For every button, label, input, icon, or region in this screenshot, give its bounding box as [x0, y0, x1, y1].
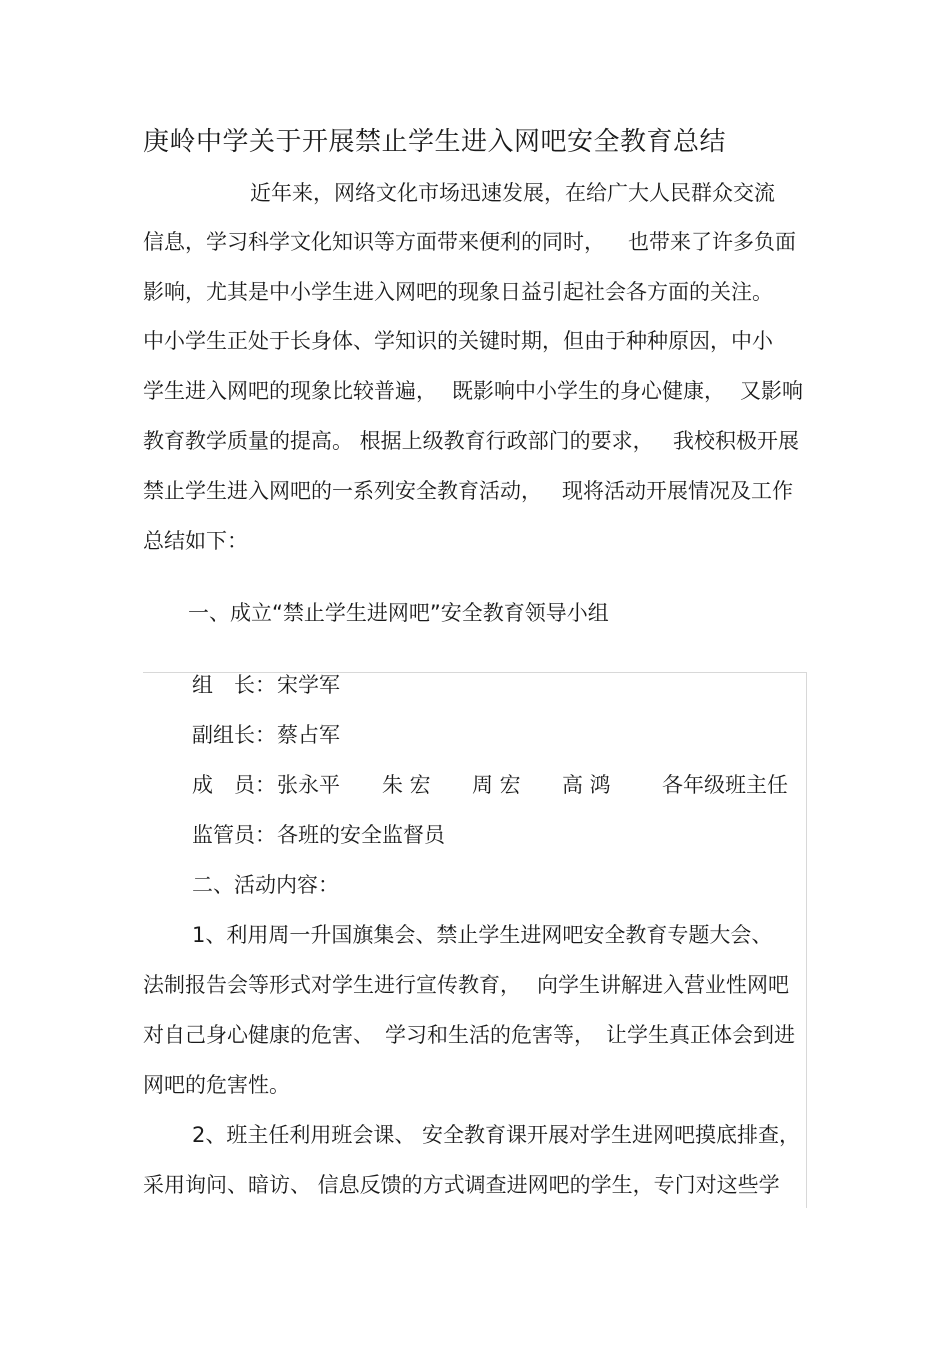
member-3: 周 宏: [472, 773, 521, 797]
section1-heading: 一、成立“禁止学生进网吧”安全教育领导小组: [188, 601, 609, 625]
members-label: 成 员：: [192, 773, 276, 797]
activity1-line-4: 网吧的危害性。: [143, 1073, 290, 1097]
activity1-line-3b: 学习和生活的危害等，: [385, 1023, 595, 1047]
member-1: 张永平: [277, 773, 340, 797]
activity1-line-3c: 让学生真正体会到进: [606, 1023, 795, 1047]
leader-name: 宋学军: [277, 673, 340, 697]
intro-line-5b: 既影响中小学生的身心健康，: [452, 379, 725, 403]
supervisor-label: 监管员：: [192, 823, 276, 847]
intro-line-5c: 又影响: [740, 379, 803, 403]
activity2-line-2: 采用询问、暗访、 信息反馈的方式调查进网吧的学生，专门对这些学: [143, 1173, 780, 1197]
intro-line-4: 中小学生正处于长身体、学知识的关键时期，但由于种种原因，中小: [143, 329, 773, 353]
intro-line-7a: 禁止学生进入网吧的一系列安全教育活动，: [143, 479, 542, 503]
activity1-line-3a: 对自己身心健康的危害、: [143, 1023, 374, 1047]
activity1-line-1: 1、利用周一升国旗集会、禁止学生进网吧安全教育专题大会、: [192, 923, 773, 947]
member-5: 各年级班主任: [662, 773, 788, 797]
intro-line-7b: 现将活动开展情况及工作: [562, 479, 793, 503]
member-2: 朱 宏: [382, 773, 431, 797]
supervisor-name: 各班的安全监督员: [277, 823, 445, 847]
deputy-name: 蔡占军: [277, 723, 340, 747]
member-4: 高 鸿: [562, 773, 611, 797]
activity2-line-1: 2、班主任利用班会课、 安全教育课开展对学生进网吧摸底排查，: [192, 1123, 801, 1147]
intro-line-2b: 也带来了许多负面: [628, 230, 796, 254]
intro-line-6b: 我校积极开展: [673, 429, 799, 453]
intro-line-1: 近年来，网络文化市场迅速发展，在给广大人民群众交流: [250, 181, 775, 205]
section2-heading: 二、活动内容：: [192, 873, 339, 897]
intro-line-5a: 学生进入网吧的现象比较普遍，: [143, 379, 437, 403]
intro-line-3: 影响，尤其是中小学生进入网吧的现象日益引起社会各方面的关注。: [143, 280, 773, 304]
activity1-line-2b: 向学生讲解进入营业性网吧: [537, 973, 789, 997]
leader-label: 组 长：: [192, 673, 276, 697]
intro-line-6a: 教育教学质量的提高。 根据上级教育行政部门的要求，: [143, 429, 654, 453]
intro-line-2a: 信息，学习科学文化知识等方面带来便利的同时，: [143, 230, 605, 254]
activity1-line-2a: 法制报告会等形式对学生进行宣传教育，: [143, 973, 521, 997]
intro-line-8: 总结如下：: [143, 529, 248, 553]
deputy-label: 副组长：: [192, 723, 276, 747]
document-title: 庚岭中学关于开展禁止学生进入网吧安全教育总结: [143, 127, 727, 157]
